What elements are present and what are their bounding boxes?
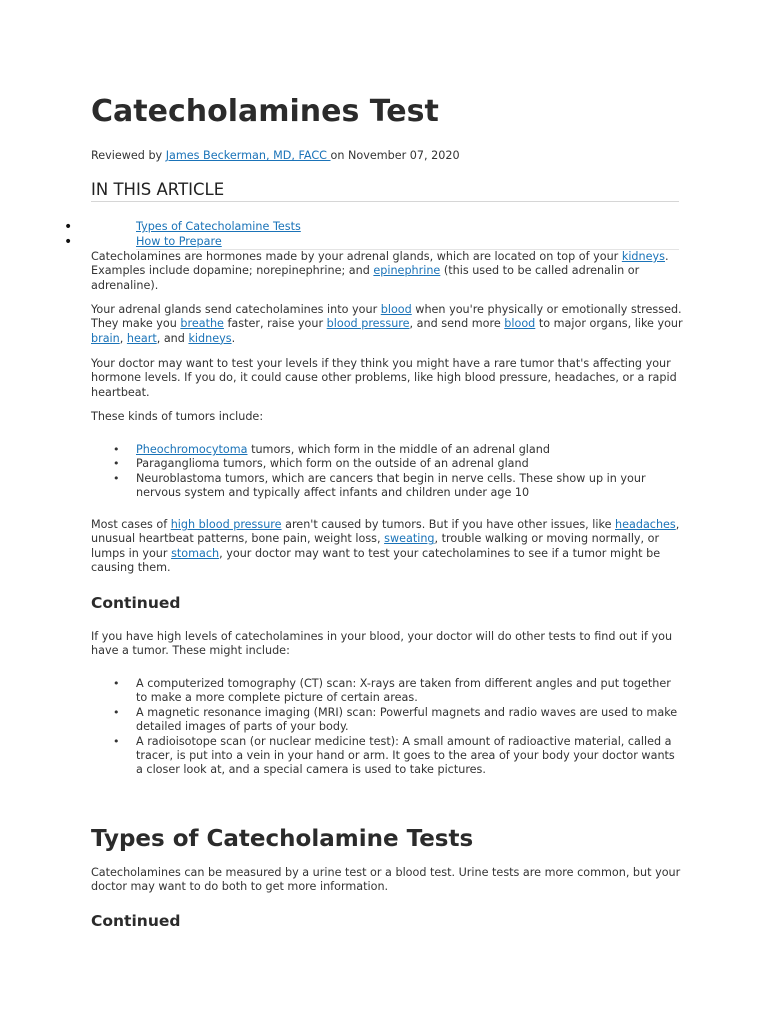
page-title: Catecholamines Test (91, 94, 439, 129)
text: , your doctor may want to test your catecholamines to see if a tumor might be causing them. (91, 546, 661, 575)
text: A computerized tomography (CT) scan: X-rays are taken from different angles and put together to make a more complete picture of certain areas. (136, 677, 671, 705)
paragraph-causes (91, 518, 683, 576)
text: , (119, 331, 127, 345)
text: Neuroblastoma tumors, which are cancers that begin in nerve cells. These show up in your nervous system and typically affect infants and children under age 10 (136, 471, 646, 500)
link-kidneys-2[interactable]: kidneys (188, 331, 232, 345)
text: A radioisotope scan (or nuclear medicine test): A small amount of radioactive material, called a tracer, is put into a vein in your hand or arm. It goes to the area of your body your doctor wants a closer look at, and a special camera is used to take pictures. (136, 734, 675, 777)
tumor-list (91, 443, 683, 501)
text: , trouble walking or moving normally, or lumps in your (91, 532, 660, 560)
byline (91, 149, 460, 163)
link-breathe[interactable]: breathe (180, 317, 224, 331)
text: to major organs, like your (535, 317, 683, 331)
toc-divider (91, 201, 679, 202)
link-high-blood-pressure[interactable]: high blood pressure (170, 518, 282, 531)
link-headaches[interactable]: headaches (615, 518, 676, 531)
bullet-icon: • (113, 705, 120, 719)
toc-link-prepare[interactable]: How to Prepare (136, 234, 222, 248)
text: tumors, which form in the middle of an adrenal gland (247, 443, 550, 456)
paragraph-measurement: Catecholamines can be measured by a urine test or a blood test. Urine tests are more common, but your doctor may want to do both to get more information. (91, 866, 681, 894)
list-item (91, 457, 683, 471)
link-blood-pressure[interactable]: blood pressure (326, 317, 410, 331)
toc-heading: IN THIS ARTICLE (91, 180, 225, 199)
continued-heading: Continued (91, 594, 181, 612)
text: , and send more (409, 317, 505, 331)
text: , and (156, 331, 189, 345)
link-kidneys[interactable]: kidneys (621, 250, 665, 263)
text: Paraganglioma tumors, which form on the outside of an adrenal gland (136, 457, 529, 471)
list-item (91, 472, 683, 501)
byline-date: on November 07, 2020 (330, 149, 460, 162)
paragraph-tumors-intro: These kinds of tumors include: (91, 410, 264, 423)
link-blood[interactable]: blood (380, 303, 412, 316)
paragraph-high-levels: If you have high levels of catecholamines in your blood, your doctor will do other tests to find out if you have a tumor. These might include: (91, 630, 673, 658)
text: Your adrenal glands send catecholamines into your (91, 303, 381, 316)
link-stomach[interactable]: stomach (171, 546, 220, 560)
list-item (91, 443, 683, 457)
toc-link-types[interactable]: Types of Catecholamine Tests (136, 220, 301, 233)
text: . Examples include dopamine; norepinephrine; and (91, 250, 669, 278)
text: . (231, 331, 236, 345)
paragraph-doctor: Your doctor may want to test your levels if they think you might have a rare tumor that's affecting your hormone levels. If you do, it could cause other problems, like high blood pressure, headaches, or a rapid heartbeat. (91, 357, 677, 399)
text: Most cases of (91, 518, 171, 531)
imaging-test-list (91, 677, 683, 778)
paragraph-intro (91, 250, 683, 293)
link-heart[interactable]: heart (126, 331, 157, 345)
list-item (91, 677, 683, 706)
bullet-icon: • (64, 233, 73, 250)
continued-heading-2: Continued (91, 912, 181, 930)
text: when you're physically or emotionally stressed. They make you (91, 303, 682, 331)
paragraph-adrenal (91, 303, 683, 346)
bullet-icon: • (64, 219, 73, 235)
section-title-types: Types of Catecholamine Tests (91, 826, 474, 852)
bullet-icon: • (113, 677, 120, 690)
bullet-icon: • (113, 734, 120, 748)
bullet-icon: • (113, 443, 120, 456)
author-link[interactable]: James Beckerman, MD, FACC (165, 149, 331, 162)
text: , unusual heartbeat patterns, bone pain, weight loss, (91, 518, 680, 546)
text: Catecholamines are hormones made by your adrenal glands, which are located on top of your (91, 250, 622, 263)
text: A magnetic resonance imaging (MRI) scan: Powerful magnets and radio waves are used to make detailed images of parts of your body. (136, 705, 678, 734)
list-item (91, 706, 683, 735)
link-brain[interactable]: brain (91, 331, 120, 345)
list-item (91, 735, 683, 778)
bullet-icon: • (113, 471, 120, 485)
link-sweating[interactable]: sweating (384, 532, 435, 546)
link-epinephrine[interactable]: epinephrine (373, 264, 441, 278)
text: faster, raise your (223, 317, 327, 331)
byline-prefix: Reviewed by (91, 149, 166, 162)
text: (this used to be called adrenalin or adrenaline). (91, 264, 640, 292)
bullet-icon: • (113, 457, 120, 471)
link-blood-2[interactable]: blood (504, 317, 536, 331)
link-pheochromocytoma[interactable]: Pheochromocytoma (136, 443, 248, 456)
text: aren't caused by tumors. But if you have other issues, like (281, 518, 616, 531)
